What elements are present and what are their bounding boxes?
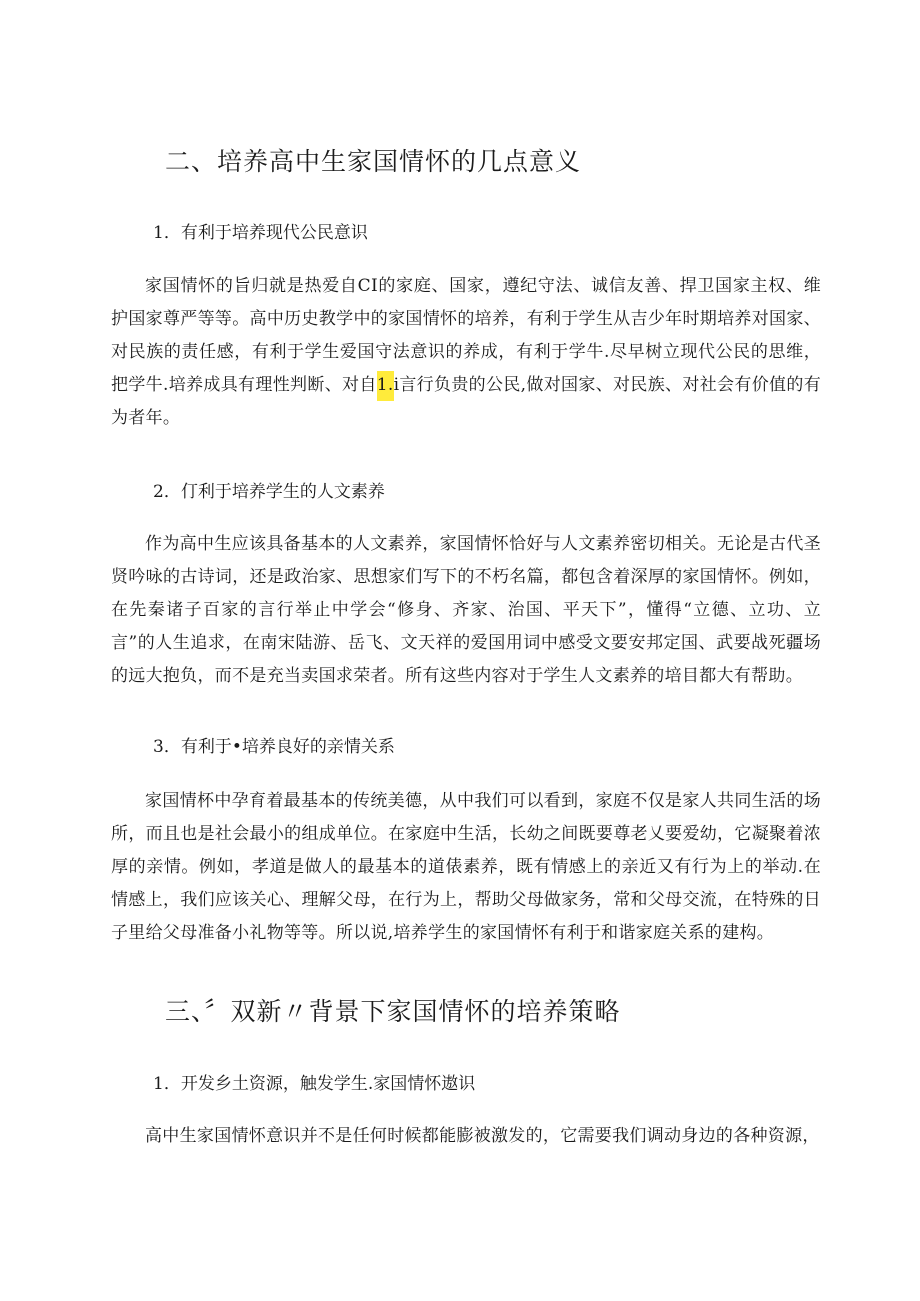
paragraph-3-1: 高中生家国情怀意识并不是任何时候都能膨被激发的，它需要我们调动身边的各种资源，: [145, 1126, 820, 1146]
subsection-heading-3-1: 1．开发乡土资源，触发学生.家国情怀遨识: [153, 1074, 476, 1094]
paragraph-2-3: 家国情杯中孕育着最基本的传统美德，从中我们可以看到，家庭不仅是家人共同生活的场所，而且也是社会最小的组成单位。在家庭中生活，长幼之间既要尊老乂要爱幼，它凝聚着浓厚的亲情。例如，孝道是做人的最基本的道俵素养，既有情感上的亲近又有行为上的举动.在情感上，我们应该关心、理解父母，在行为上，帮助父母做家务，常和父母交流，在特殊的日子里给父母准备小礼物等等。所以说,培养学生的家国情怀有利于和谐家庭关系的建构。: [111, 791, 821, 943]
paragraph-2-1-text-b: i言行负贵的公民,做对国家、对民族、对社会有价值的有为者年。: [111, 375, 822, 428]
paragraph-2-1: [111, 270, 821, 435]
subsection-heading-2-1: 1．有利于培养现代公民意识: [153, 223, 368, 243]
subsection-heading-2-2: 2．仃利于培养学生的人文素养: [153, 482, 385, 502]
paragraph-2-1-text-a: 家国情怀的旨归就是热爱自CI的家庭、国家，遵纪守法、诚信友善、捍卫国家主权、维护国家尊严等等。高中历史教学中的家国情怀的培养，有利于学生从吉少年时期培养对国家、对民族的责任感，有利于学生爱国守法意识的养成，有利于学牛.尽早树立现代公民的思维，把学牛.培养成具有理性判断、对自: [111, 276, 821, 395]
subsection-heading-2-3: 3．有利于•培养良好的亲情关系: [153, 737, 395, 757]
section-heading-2: 二、培养高中生家国情怀的几点意义: [165, 147, 582, 176]
highlighted-text: 1.: [377, 371, 394, 401]
section-heading-3: 三、〞双新〃背景下家国情怀的培养策略: [165, 997, 621, 1026]
paragraph-2-2: 作为高中生应该具备基本的人文素养，家国情怀恰好与人文素养密切相关。无论是古代圣贤吟咏的古诗词，还是政治家、思想家们写下的不朽名篇，都包含着深厚的家国情怀。例如，在先秦诸子百家的言行举止中学会“修身、齐家、治国、平天下”，懂得“立德、立功、立言”的人生追求，在南宋陆游、岳飞、文天祥的爱国用词中感受文要安邦定国、武要战死疆场的远大抱负，而不是充当卖国求荣者。所有这些内容对于学生人文素养的培目都大有帮助。: [111, 534, 821, 686]
